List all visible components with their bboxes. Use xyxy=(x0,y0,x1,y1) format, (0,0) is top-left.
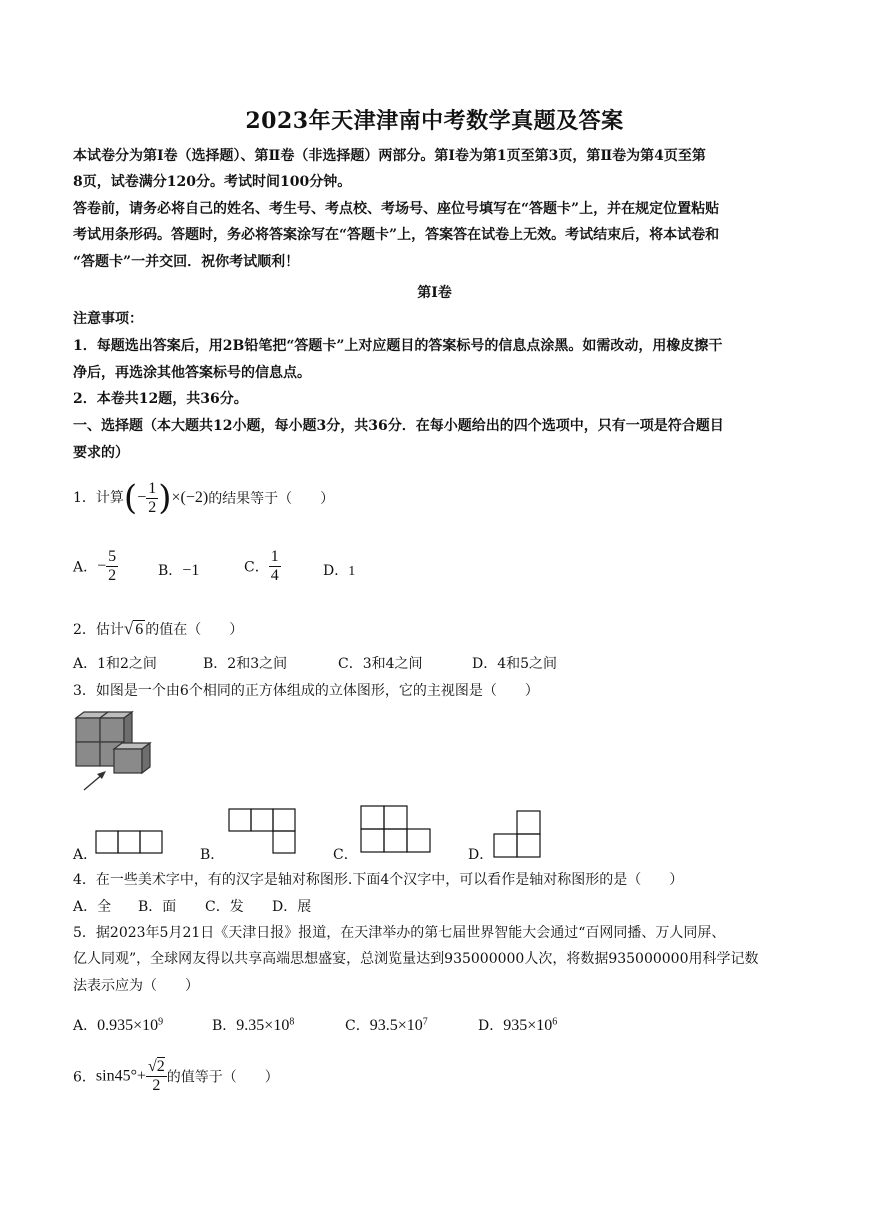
q5-option-a xyxy=(73,1015,163,1035)
question-5-line-2: 亿人同观”，全球网友得以共享高端思想盛宴，总浏览量达到935000000人次，将数据935000000用科学记数 xyxy=(73,951,759,967)
question-3-stem: 3．如图是一个由6个相同的正方体组成的立体图形，它的主视图是（ ） xyxy=(73,683,539,699)
q5-option-d xyxy=(478,1015,557,1035)
q2-option-a: A．1和2之间 xyxy=(73,656,157,672)
q2-option-c: C．3和4之间 xyxy=(338,656,423,672)
q1-a-denominator: 2 xyxy=(108,567,117,584)
q1-c-denominator: 4 xyxy=(270,567,279,584)
intro-line-1: 本试卷分为第Ⅰ卷（选择题）、第Ⅱ卷（非选择题）两部分。第Ⅰ卷为第1页至第3页，第Ⅱ卷为第4页至第 xyxy=(73,148,706,164)
q1-paren-open: ( xyxy=(123,478,138,518)
page-title: 2023年天津津南中考数学真题及答案 xyxy=(245,108,624,134)
q6-sin-expr: sin45°+ xyxy=(95,1067,147,1085)
q5-c-label: C． xyxy=(345,1018,370,1034)
q1-option-a xyxy=(73,548,118,585)
q5-a-label: A． xyxy=(73,1018,98,1034)
q5-option-c xyxy=(345,1015,428,1035)
q5-a-exponent: 9 xyxy=(158,1016,164,1028)
q4-option-c: C．发 xyxy=(205,899,244,915)
q5-d-value: 935×10 xyxy=(503,1017,553,1034)
q3-option-b-view xyxy=(228,808,298,856)
q3-option-b-label: B． xyxy=(200,847,225,863)
intro-line-2: 8页，试卷满分120分。考试时间100分钟。 xyxy=(73,174,352,190)
q2-prefix: 2．估计 xyxy=(73,622,124,638)
q1-a-label: A． xyxy=(73,559,98,576)
q1-b-label: B． xyxy=(158,563,183,579)
q1-d-value: 1 xyxy=(348,564,356,579)
q6-numerator xyxy=(146,1058,167,1077)
q1-fraction xyxy=(146,480,158,517)
q1-a-fraction xyxy=(106,548,118,585)
q1-suffix: 的结果等于（ ） xyxy=(208,491,335,507)
q6-numerator-radicand: 2 xyxy=(156,1058,165,1075)
q1-times-expr: ×(−2) xyxy=(171,489,209,506)
q1-option-c xyxy=(244,548,281,585)
q1-denominator: 2 xyxy=(148,498,157,516)
q1-a-minus: − xyxy=(97,557,107,575)
q3-option-d-view xyxy=(493,810,543,858)
q3-option-a-view xyxy=(95,830,165,854)
q6-fraction xyxy=(146,1058,167,1095)
q3-option-c-view xyxy=(360,805,432,855)
q1-option-b xyxy=(158,560,199,580)
q1-c-fraction xyxy=(269,548,281,585)
q5-b-exponent: 8 xyxy=(289,1016,295,1028)
q6-prefix: 6． xyxy=(73,1069,96,1086)
q1-paren-close: ) xyxy=(158,478,172,518)
cube-solid-figure xyxy=(72,710,162,800)
q2-option-b: B．2和3之间 xyxy=(203,656,288,672)
q1-prefix: 1．计算 xyxy=(73,490,124,506)
q3-option-a-label: A． xyxy=(73,847,98,863)
q4-option-d: D．展 xyxy=(272,899,312,915)
notes-heading: 注意事项： xyxy=(73,311,143,327)
q3-option-c-label: C． xyxy=(333,847,358,863)
part1-line-1: 一、选择题（本大题共12小题，每小题3分，共36分．在每小题给出的四个选项中，只有一项是符合题目 xyxy=(73,418,724,434)
q6-suffix: 的值等于（ ） xyxy=(166,1069,279,1086)
q1-d-label: D． xyxy=(323,563,349,579)
q5-c-value: 93.5×10 xyxy=(369,1017,423,1034)
q5-option-b xyxy=(212,1015,294,1035)
q6-denominator: 2 xyxy=(152,1077,161,1094)
question-5-line-1: 5．据2023年5月21日《天津日报》报道，在天津举办的第七届世界智能大会通过“百网同播、万人同屏、 xyxy=(73,925,726,941)
q1-option-d xyxy=(323,560,355,580)
notes-item-2: 2．本卷共12题，共36分。 xyxy=(73,391,248,407)
part1-line-2: 要求的） xyxy=(73,445,129,461)
q5-d-label: D． xyxy=(478,1018,504,1034)
q5-b-label: B． xyxy=(212,1018,237,1034)
q2-radicand: 6 xyxy=(135,621,144,638)
q3-option-d-label: D． xyxy=(468,847,494,863)
q1-c-numerator: 1 xyxy=(270,548,279,565)
q4-option-a: A．全 xyxy=(73,899,112,915)
q1-b-value: −1 xyxy=(182,562,200,579)
q1-minus: − xyxy=(137,489,147,506)
q4-option-b: B．面 xyxy=(138,899,177,915)
sqrt-symbol: √ xyxy=(123,619,134,638)
question-2 xyxy=(73,619,243,639)
intro-line-5: “答题卡”一并交回．祝你考试顺利！ xyxy=(73,254,300,270)
q5-a-value: 0.935×10 xyxy=(97,1017,159,1034)
section-title: 第Ⅰ卷 xyxy=(417,285,452,301)
question-6 xyxy=(73,1058,279,1095)
q2-option-d: D．4和5之间 xyxy=(472,656,558,672)
q5-d-exponent: 6 xyxy=(552,1016,558,1028)
q1-c-label: C． xyxy=(244,559,269,576)
question-5-line-3: 法表示应为（ ） xyxy=(73,978,199,994)
question-4-stem: 4．在一些美术字中，有的汉字是轴对称图形.下面4个汉字中，可以看作是轴对称图形的是（ ） xyxy=(73,872,684,888)
intro-line-4: 考试用条形码。答题时，务必将答案涂写在“答题卡”上，答案答在试卷上无效。考试结束后，将本试卷和 xyxy=(73,227,720,243)
q5-c-exponent: 7 xyxy=(422,1016,428,1028)
notes-item-1-line-1: 1．每题选出答案后，用2B铅笔把“答题卡”上对应题目的答案标号的信息点涂黑。如需改动，用橡皮擦干 xyxy=(73,338,723,354)
q1-a-numerator: 5 xyxy=(108,548,117,565)
q2-suffix: 的值在（ ） xyxy=(145,622,244,638)
q5-b-value: 9.35×10 xyxy=(236,1017,290,1034)
q1-numerator: 1 xyxy=(148,479,157,497)
question-1 xyxy=(73,478,334,518)
notes-item-1-line-2: 净后，再选涂其他答案标号的信息点。 xyxy=(73,365,311,381)
sqrt-symbol: √ xyxy=(148,1058,157,1075)
intro-line-3: 答卷前，请务必将自己的姓名、考生号、考点校、考场号、座位号填写在“答题卡”上，并在规定位置粘贴 xyxy=(73,201,720,217)
